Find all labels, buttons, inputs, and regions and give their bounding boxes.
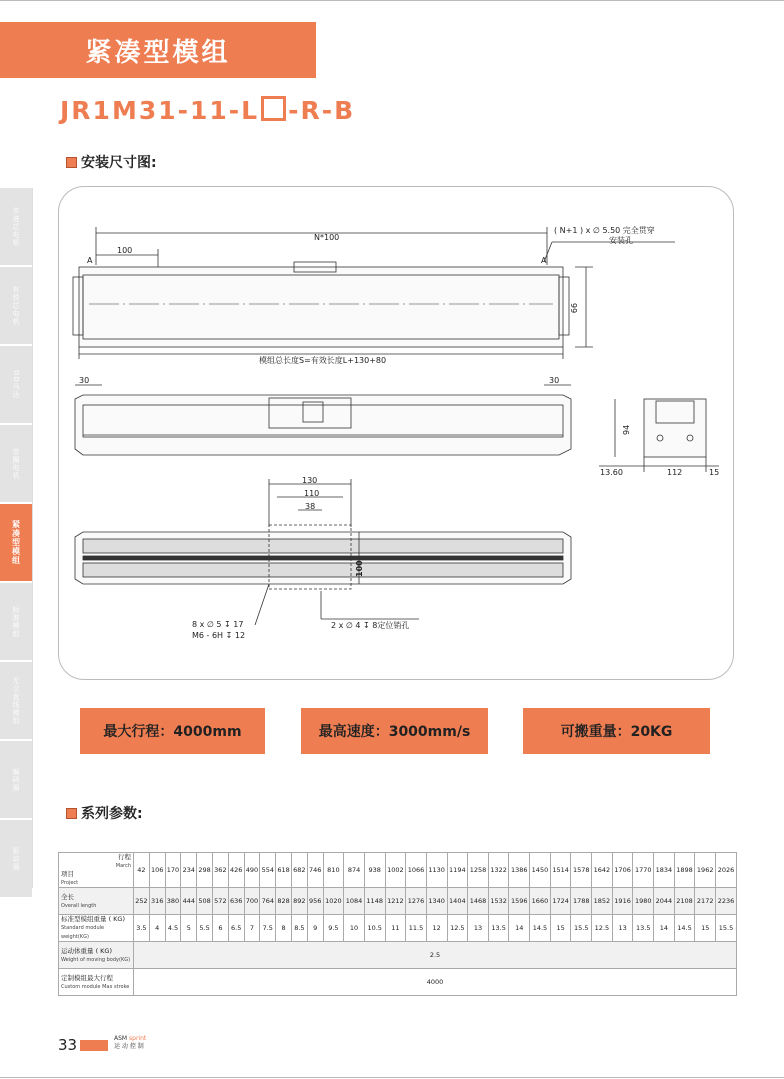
table-cell: 15 <box>550 915 571 942</box>
table-cell: 874 <box>344 853 365 888</box>
table-cell: 14 <box>654 915 675 942</box>
sidebar-item-label: 步进芯电机 <box>12 206 20 247</box>
table-cell: 1404 <box>447 888 468 915</box>
table-cell: 1916 <box>612 888 633 915</box>
table-cell: 2236 <box>716 888 737 915</box>
table-cell: 10.5 <box>364 915 385 942</box>
table-cell: 1322 <box>488 853 509 888</box>
table-cell: 1642 <box>592 853 613 888</box>
table-cell: 11 <box>385 915 406 942</box>
hole-note-1: ( N+1 ) x ∅ 5.50 完全贯穿 <box>554 226 655 235</box>
sidebar-item-label: 标准模组 <box>12 605 20 638</box>
sidebar-item-label: 无尘直线模组 <box>12 676 20 725</box>
label-a-left: A <box>87 256 93 265</box>
spec-max-speed-label: 最高速度：3000mm/s <box>318 724 471 740</box>
table-cell: 1066 <box>406 853 427 888</box>
row-header-module-weight <box>59 915 134 942</box>
table-cell: 15 <box>695 915 716 942</box>
table-cell: 1468 <box>468 888 489 915</box>
table-cell: 316 <box>149 888 165 915</box>
table-cell: 7 <box>244 915 260 942</box>
table-cell: 6 <box>212 915 228 942</box>
brand-name: ASM <box>114 1035 128 1042</box>
corner-top-en: March <box>115 863 131 869</box>
moving-weight-value: 2.5 <box>134 942 737 969</box>
sidebar-divider <box>32 188 33 888</box>
dim-38: 38 <box>305 502 316 511</box>
table-cell: 15.5 <box>716 915 737 942</box>
table-cell: 1212 <box>385 888 406 915</box>
table-cell: 892 <box>291 888 307 915</box>
brand-name-cn: 运 动 控 制 <box>114 1043 144 1050</box>
module-end-view <box>644 399 706 457</box>
table-cell: 1770 <box>633 853 654 888</box>
spec-max-speed <box>301 708 488 754</box>
table-cell: 1596 <box>509 888 530 915</box>
parameter-table <box>58 852 737 996</box>
table-cell: 1660 <box>530 888 551 915</box>
table-cell: 636 <box>228 888 244 915</box>
sidebar-item-driver[interactable] <box>0 820 32 899</box>
dim-130: 130 <box>302 476 318 485</box>
table-cell: 700 <box>244 888 260 915</box>
table-row-moving-weight <box>59 942 737 969</box>
dim-100: 100 <box>117 246 133 255</box>
table-cell: 13 <box>612 915 633 942</box>
table-cell: 5.5 <box>197 915 213 942</box>
row-header-custom-stroke <box>59 969 134 996</box>
sidebar-item-stepper[interactable] <box>0 188 32 267</box>
section-params-label: 系列参数: <box>81 806 143 822</box>
table-cell: 2026 <box>716 853 737 888</box>
sidebar-item-label: 音圈电机 <box>12 447 20 480</box>
table-cell: 6.5 <box>228 915 244 942</box>
table-row-module-weight <box>59 915 737 942</box>
spec-max-stroke <box>80 708 265 754</box>
sidebar-item-label: 编码器 <box>12 767 20 792</box>
table-cell: 2044 <box>654 888 675 915</box>
model-placeholder-box <box>261 96 286 121</box>
table-cell: 1386 <box>509 853 530 888</box>
sidebar-item-iron-core[interactable] <box>0 267 32 346</box>
dim-15: 15 <box>709 468 720 477</box>
model-suffix: -R-B <box>288 96 356 125</box>
table-cell: 828 <box>276 888 292 915</box>
dim-110: 110 <box>304 489 320 498</box>
table-cell: 1898 <box>674 853 695 888</box>
dim-94: 94 <box>622 424 631 435</box>
row-name-en: Custom module Max stroke <box>61 983 130 990</box>
installation-drawing <box>58 186 734 680</box>
table-cell: 1532 <box>488 888 509 915</box>
top-border <box>0 0 784 1</box>
table-cell: 9.5 <box>323 915 344 942</box>
sidebar-item-dd-motor[interactable] <box>0 346 32 425</box>
table-cell: 508 <box>197 888 213 915</box>
footer-accent-bar <box>80 1040 108 1051</box>
table-cell: 1514 <box>550 853 571 888</box>
table-corner-cell <box>59 853 134 888</box>
table-cell: 3.5 <box>134 915 150 942</box>
spec-payload <box>523 708 710 754</box>
row-name: 标准型模组重量 ( KG) <box>61 915 126 923</box>
table-cell: 1962 <box>695 853 716 888</box>
sidebar-item-label: DD马达 <box>12 370 20 399</box>
sidebar-item-compact-module[interactable] <box>0 504 32 583</box>
sidebar-item-label: 紧凑型模组 <box>11 520 21 565</box>
corner-bottom-en: Project <box>61 880 79 886</box>
row-name-en: Standard module weight(KG) <box>61 925 105 940</box>
dim-30-left: 30 <box>79 376 90 385</box>
table-cell: 8 <box>276 915 292 942</box>
row-name-en: Overall length <box>61 902 97 909</box>
table-cell: 444 <box>181 888 197 915</box>
brand-name-2: sprint <box>129 1035 147 1042</box>
table-cell: 810 <box>323 853 344 888</box>
table-cell: 1020 <box>323 888 344 915</box>
sidebar-item-cleanroom-module[interactable] <box>0 662 32 741</box>
table-cell: 234 <box>181 853 197 888</box>
row-name-en: Weight of moving body(KG) <box>61 956 131 963</box>
table-cell: 298 <box>197 853 213 888</box>
table-cell: 4 <box>149 915 165 942</box>
section-params-heading <box>66 803 143 823</box>
technical-drawing-svg <box>59 187 733 679</box>
table-cell: 2108 <box>674 888 695 915</box>
dim-112: 112 <box>667 468 683 477</box>
table-cell: 572 <box>212 888 228 915</box>
table-cell: 380 <box>165 888 181 915</box>
row-header-overall-length <box>59 888 134 915</box>
row-header-moving-weight <box>59 942 134 969</box>
table-cell: 764 <box>260 888 276 915</box>
label-a-right: A <box>541 256 547 265</box>
sidebar-item-voice-coil[interactable] <box>0 425 32 504</box>
table-cell: 956 <box>307 888 323 915</box>
table-cell: 1788 <box>571 888 592 915</box>
table-cell: 106 <box>149 853 165 888</box>
section-install-heading <box>66 152 157 172</box>
bottom-border <box>0 1077 784 1078</box>
pin-hole-spec: 2 x ∅ 4 ↧ 8定位销孔 <box>331 621 410 630</box>
table-cell: 362 <box>212 853 228 888</box>
table-cell: 1834 <box>654 853 675 888</box>
square-bullet-icon <box>66 808 77 819</box>
table-cell: 4.5 <box>165 915 181 942</box>
table-cell: 12.5 <box>447 915 468 942</box>
table-cell: 1258 <box>468 853 489 888</box>
table-cell: 11.5 <box>406 915 427 942</box>
table-cell: 13.5 <box>488 915 509 942</box>
table-cell: 554 <box>260 853 276 888</box>
spec-max-stroke-label: 最大行程：4000mm <box>103 724 242 740</box>
table-cell: 14.5 <box>530 915 551 942</box>
table-cell: 170 <box>165 853 181 888</box>
sidebar-item-label: 有铁芯电机 <box>12 285 20 326</box>
dim-total-length: 模组总长度S=有效长度L+130+80 <box>259 356 387 365</box>
hole-note-2: 安装孔 <box>609 236 633 245</box>
table-cell: 938 <box>364 853 385 888</box>
corner-bottom-label: 项目 <box>61 870 74 878</box>
model-number <box>60 96 355 125</box>
sidebar-item-label: 驱动器 <box>12 846 20 871</box>
table-cell: 1852 <box>592 888 613 915</box>
table-cell: 490 <box>244 853 260 888</box>
sidebar-item-encoder[interactable] <box>0 741 32 820</box>
table-cell: 1706 <box>612 853 633 888</box>
table-cell: 14.5 <box>674 915 695 942</box>
corner-top-label: 行程 <box>118 853 131 861</box>
table-cell: 1148 <box>364 888 385 915</box>
page-number: 33 <box>58 1036 78 1054</box>
dim-100-vertical: 100 <box>355 560 364 577</box>
table-row-overall-length <box>59 888 737 915</box>
sidebar-item-standard-module[interactable] <box>0 583 32 662</box>
table-cell: 14 <box>509 915 530 942</box>
table-cell: 1578 <box>571 853 592 888</box>
table-cell: 1130 <box>426 853 447 888</box>
table-cell: 9 <box>307 915 323 942</box>
table-cell: 13 <box>468 915 489 942</box>
table-cell: 1450 <box>530 853 551 888</box>
model-prefix: JR1M31-11-L <box>60 96 260 125</box>
table-cell: 13.5 <box>633 915 654 942</box>
square-bullet-icon <box>66 157 77 168</box>
footer-logo <box>114 1035 146 1051</box>
page-title: 紧凑型模组 <box>0 22 316 78</box>
table-cell: 252 <box>134 888 150 915</box>
table-cell: 1276 <box>406 888 427 915</box>
table-cell: 1194 <box>447 853 468 888</box>
section-install-label: 安装尺寸图: <box>81 155 157 171</box>
dim-n100: N*100 <box>314 233 340 242</box>
dim-99: 99 <box>569 303 578 314</box>
table-cell: 1340 <box>426 888 447 915</box>
dim-30-right: 30 <box>549 376 560 385</box>
spec-payload-label: 可搬重量：20KG <box>560 724 673 740</box>
row-name: 运动体重量 ( KG) <box>61 946 113 955</box>
table-cell: 12.5 <box>592 915 613 942</box>
table-cell: 10 <box>344 915 365 942</box>
table-cell: 42 <box>134 853 150 888</box>
table-cell: 5 <box>181 915 197 942</box>
sidebar <box>0 188 32 899</box>
row-name: 定制模组最大行程 <box>61 973 113 982</box>
module-top-body <box>79 267 563 347</box>
table-cell: 15.5 <box>571 915 592 942</box>
row-name: 全长 <box>61 892 74 901</box>
table-cell: 8.5 <box>291 915 307 942</box>
table-cell: 2172 <box>695 888 716 915</box>
table-cell: 1084 <box>344 888 365 915</box>
hole-spec-2: M6 - 6H ↧ 12 <box>192 631 246 640</box>
table-cell: 7.5 <box>260 915 276 942</box>
hole-spec-1: 8 x ∅ 5 ↧ 17 <box>192 620 244 629</box>
table-cell: 618 <box>276 853 292 888</box>
custom-stroke-value: 4000 <box>134 969 737 996</box>
table-cell: 746 <box>307 853 323 888</box>
table-cell: 682 <box>291 853 307 888</box>
table-cell: 426 <box>228 853 244 888</box>
table-row-stroke <box>59 853 737 888</box>
table-row-custom-stroke <box>59 969 737 996</box>
table-cell: 12 <box>426 915 447 942</box>
table-cell: 1002 <box>385 853 406 888</box>
dim-13-60: 13.60 <box>600 468 623 477</box>
table-cell: 1980 <box>633 888 654 915</box>
table-cell: 1724 <box>550 888 571 915</box>
